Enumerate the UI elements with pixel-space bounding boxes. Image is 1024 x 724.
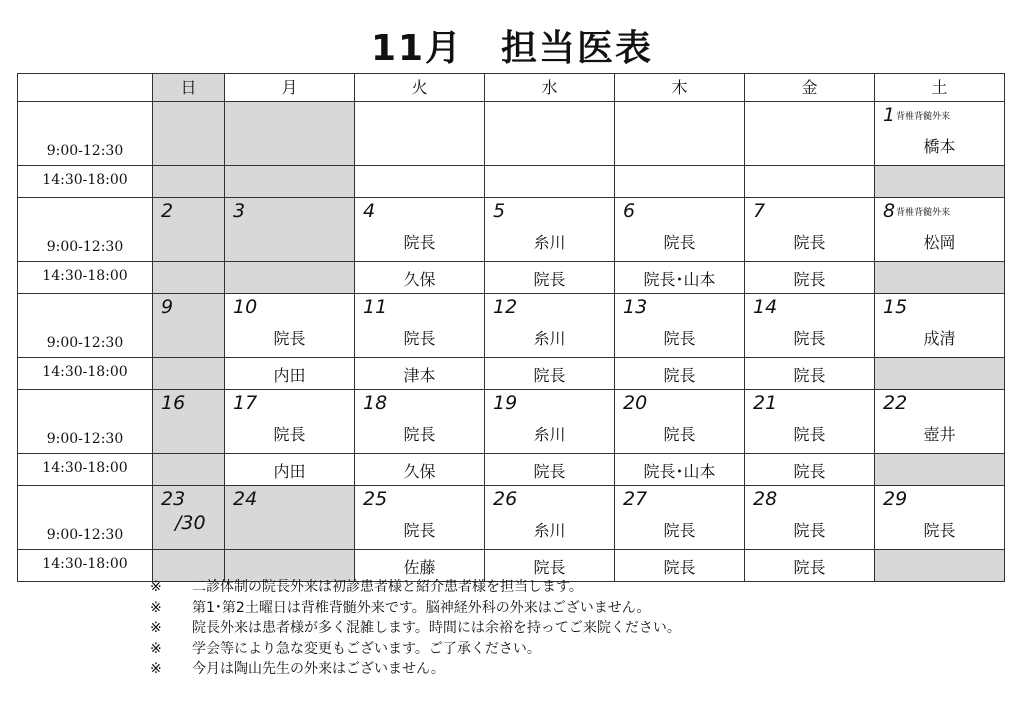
day-cell-am (615, 102, 745, 166)
day-number: 4 (363, 200, 376, 222)
day-cell-pm (745, 166, 875, 198)
doctor-am: 院長 (663, 233, 696, 252)
time-pm-text: 14:30-18:00 (42, 268, 128, 284)
weekday-header-tue: 火 (355, 74, 485, 102)
doctor-am: 糸川 (533, 521, 566, 540)
day-number: 21 (753, 392, 778, 414)
footnote-text: 学会等により急な変更もございます。ご了承ください。 (192, 640, 541, 657)
footnote-line (150, 577, 1010, 598)
clinic-note: 背椎背髄外来 (896, 112, 951, 122)
day-number: 3 (233, 200, 246, 222)
day-number: 11 (363, 296, 388, 318)
day-number: 14 (753, 296, 778, 318)
doctor-am: 橋本 (923, 137, 956, 156)
day-number: 13 (623, 296, 648, 318)
time-label-pm (18, 262, 153, 294)
day-cell-am (615, 390, 745, 454)
day-cell-am (745, 390, 875, 454)
weekday-header-fri: 金 (745, 74, 875, 102)
day-cell-am (153, 102, 225, 166)
footnote-text: 第1･第2土曜日は背椎背髄外来です。脳神経外科の外来はございません。 (192, 599, 651, 616)
time-label-pm (18, 358, 153, 390)
doctor-pm: 津本 (403, 366, 436, 385)
day-number: 12 (493, 296, 518, 318)
doctor-pm: 院長 (793, 270, 826, 289)
header-blank (18, 74, 153, 102)
day-cell-am (875, 486, 1005, 550)
weekday-header-thu: 木 (615, 74, 745, 102)
doctor-am: 松岡 (923, 233, 956, 252)
day-cell-am (615, 486, 745, 550)
time-am-text: 9:00-12:30 (46, 239, 124, 255)
footnote-line (150, 618, 1010, 639)
doctor-am: 院長 (663, 425, 696, 444)
footnote-text: 二診体制の院長外来は初診患者様と紹介患者様を担当します。 (192, 579, 583, 595)
doctor-pm: 院長 (533, 558, 566, 577)
day-cell-am (615, 294, 745, 358)
day-cell-am (153, 486, 225, 550)
day-cell-am (153, 294, 225, 358)
day-cell-am (875, 102, 1005, 166)
day-cell-pm (225, 358, 355, 390)
day-cell-am (615, 198, 745, 262)
time-label-pm (18, 550, 153, 582)
clinic-note: 背椎背髄外来 (896, 208, 951, 218)
day-cell-am (355, 390, 485, 454)
doctor-pm: 院長 (663, 558, 696, 577)
schedule-row-am (18, 294, 1005, 358)
doctor-am: 糸川 (533, 425, 566, 444)
day-cell-pm (355, 166, 485, 198)
doctor-am: 院長 (273, 425, 306, 444)
day-cell-pm (875, 262, 1005, 294)
doctor-am: 院長 (793, 521, 826, 540)
page-title: 11月 担当医表 (370, 28, 654, 69)
doctor-pm: 院長･山本 (643, 270, 716, 289)
day-number: 5 (493, 200, 506, 222)
day-number-secondary: /30 (175, 512, 206, 534)
day-cell-am (153, 390, 225, 454)
day-cell-pm (485, 358, 615, 390)
time-label-am (18, 198, 153, 262)
day-cell-pm (153, 166, 225, 198)
day-cell-am (745, 198, 875, 262)
day-cell-pm (355, 262, 485, 294)
day-cell-am (875, 294, 1005, 358)
doctor-am: 院長 (403, 425, 436, 444)
schedule-row-pm (18, 262, 1005, 294)
day-cell-pm (225, 454, 355, 486)
doctor-pm: 院長 (663, 366, 696, 385)
schedule-row-am (18, 486, 1005, 550)
day-cell-am (875, 198, 1005, 262)
doctor-am: 院長 (793, 425, 826, 444)
day-cell-am (355, 102, 485, 166)
day-cell-pm (355, 454, 485, 486)
doctor-am: 成清 (923, 329, 956, 348)
footnote-mark: ※ (150, 620, 162, 636)
doctor-am: 院長 (663, 521, 696, 540)
footnote-line (150, 598, 1010, 619)
schedule-row-am (18, 198, 1005, 262)
doctor-pm: 久保 (403, 462, 436, 481)
weekday-header-sun: 日 (153, 74, 225, 102)
day-number: 15 (883, 296, 908, 318)
doctor-am: 院長 (663, 329, 696, 348)
schedule-row-am (18, 102, 1005, 166)
footnote-text: 今月は陶山先生の外来はございません。 (192, 661, 445, 677)
time-pm-text: 14:30-18:00 (42, 364, 128, 380)
day-cell-am (355, 198, 485, 262)
day-number-with-note (883, 200, 950, 224)
day-number: 22 (883, 392, 908, 414)
doctor-am: 糸川 (533, 233, 566, 252)
day-cell-am (485, 390, 615, 454)
day-cell-pm (153, 262, 225, 294)
time-pm-text: 14:30-18:00 (42, 460, 128, 476)
day-number: 28 (753, 488, 778, 510)
day-cell-pm (153, 358, 225, 390)
doctor-pm: 院長･山本 (643, 462, 716, 481)
day-cell-pm (745, 358, 875, 390)
day-cell-pm (875, 166, 1005, 198)
doctor-pm: 院長 (533, 270, 566, 289)
doctor-am: 壺井 (923, 425, 956, 444)
doctor-pm: 院長 (793, 366, 826, 385)
day-cell-pm (875, 454, 1005, 486)
day-number: 23 (161, 488, 186, 510)
doctor-am: 院長 (273, 329, 306, 348)
weekday-header-wed: 水 (485, 74, 615, 102)
day-number: 7 (753, 200, 766, 222)
doctor-pm: 院長 (793, 462, 826, 481)
day-number: 16 (161, 392, 186, 414)
footnote-mark: ※ (150, 640, 162, 657)
time-am-text: 9:00-12:30 (46, 431, 124, 447)
doctor-pm: 佐藤 (403, 558, 436, 577)
doctor-pm: 院長 (533, 366, 566, 385)
time-am-text: 9:00-12:30 (46, 335, 124, 351)
day-cell-pm (355, 358, 485, 390)
day-cell-am (225, 486, 355, 550)
day-number: 20 (623, 392, 648, 414)
day-cell-pm (745, 262, 875, 294)
time-label-am (18, 486, 153, 550)
weekday-header-mon: 月 (225, 74, 355, 102)
day-cell-pm (485, 166, 615, 198)
footnote-line (150, 639, 1010, 660)
day-number: 24 (233, 488, 258, 510)
doctor-pm: 久保 (403, 270, 436, 289)
day-cell-am (745, 102, 875, 166)
time-pm-text: 14:30-18:00 (42, 172, 128, 188)
doctor-pm: 院長 (793, 558, 826, 577)
day-cell-am (745, 486, 875, 550)
doctor-am: 院長 (793, 233, 826, 252)
day-cell-am (225, 102, 355, 166)
day-cell-pm (615, 262, 745, 294)
weekday-header-sat: 土 (875, 74, 1005, 102)
time-am-text: 9:00-12:30 (46, 527, 124, 543)
day-cell-am (485, 486, 615, 550)
day-cell-am (875, 390, 1005, 454)
schedule-row-pm (18, 454, 1005, 486)
time-label-am (18, 390, 153, 454)
day-cell-am (745, 294, 875, 358)
day-cell-pm (615, 166, 745, 198)
footnote-mark: ※ (150, 661, 162, 677)
footnote-mark: ※ (150, 579, 162, 595)
doctor-am: 院長 (403, 521, 436, 540)
day-cell-am (225, 198, 355, 262)
doctor-pm: 内田 (273, 462, 306, 481)
schedule-row-pm (18, 358, 1005, 390)
doctor-am: 糸川 (533, 329, 566, 348)
day-cell-pm (485, 454, 615, 486)
day-cell-pm (225, 262, 355, 294)
day-number: 26 (493, 488, 518, 510)
time-pm-text: 14:30-18:00 (42, 556, 128, 572)
footnotes (150, 577, 1010, 680)
time-label-am (18, 294, 153, 358)
day-number: 27 (623, 488, 648, 510)
day-number: 9 (161, 296, 174, 318)
day-cell-pm (153, 454, 225, 486)
day-number: 1 (883, 104, 896, 126)
day-number: 17 (233, 392, 258, 414)
time-label-am (18, 102, 153, 166)
day-cell-pm (225, 166, 355, 198)
schedule-row-pm (18, 166, 1005, 198)
time-label-pm (18, 454, 153, 486)
day-number: 18 (363, 392, 388, 414)
footnote-line (150, 659, 1010, 680)
footnote-text: 院長外来は患者様が多く混雑します。時間には余裕を持ってご来院ください。 (192, 620, 681, 636)
header-row (18, 74, 1005, 102)
day-number: 25 (363, 488, 388, 510)
time-label-pm (18, 166, 153, 198)
day-cell-am (153, 198, 225, 262)
doctor-am: 院長 (403, 329, 436, 348)
day-number: 29 (883, 488, 908, 510)
schedule-table (17, 73, 1005, 582)
footnote-mark: ※ (150, 599, 162, 616)
day-number: 6 (623, 200, 636, 222)
doctor-am: 院長 (923, 521, 956, 540)
schedule-row-am (18, 390, 1005, 454)
day-cell-am (225, 390, 355, 454)
day-number: 10 (233, 296, 258, 318)
day-cell-pm (615, 358, 745, 390)
day-cell-am (485, 198, 615, 262)
doctor-pm: 院長 (533, 462, 566, 481)
time-am-text: 9:00-12:30 (46, 143, 124, 159)
day-cell-pm (745, 454, 875, 486)
day-cell-pm (485, 262, 615, 294)
day-cell-am (355, 486, 485, 550)
day-number: 8 (883, 200, 896, 222)
day-cell-pm (875, 358, 1005, 390)
day-cell-am (225, 294, 355, 358)
day-cell-pm (615, 454, 745, 486)
day-number-with-note (883, 104, 950, 128)
day-number: 19 (493, 392, 518, 414)
day-cell-am (485, 102, 615, 166)
day-cell-am (485, 294, 615, 358)
doctor-am: 院長 (403, 233, 436, 252)
day-number: 2 (161, 200, 174, 222)
doctor-am: 院長 (793, 329, 826, 348)
day-cell-am (355, 294, 485, 358)
doctor-pm: 内田 (273, 366, 306, 385)
